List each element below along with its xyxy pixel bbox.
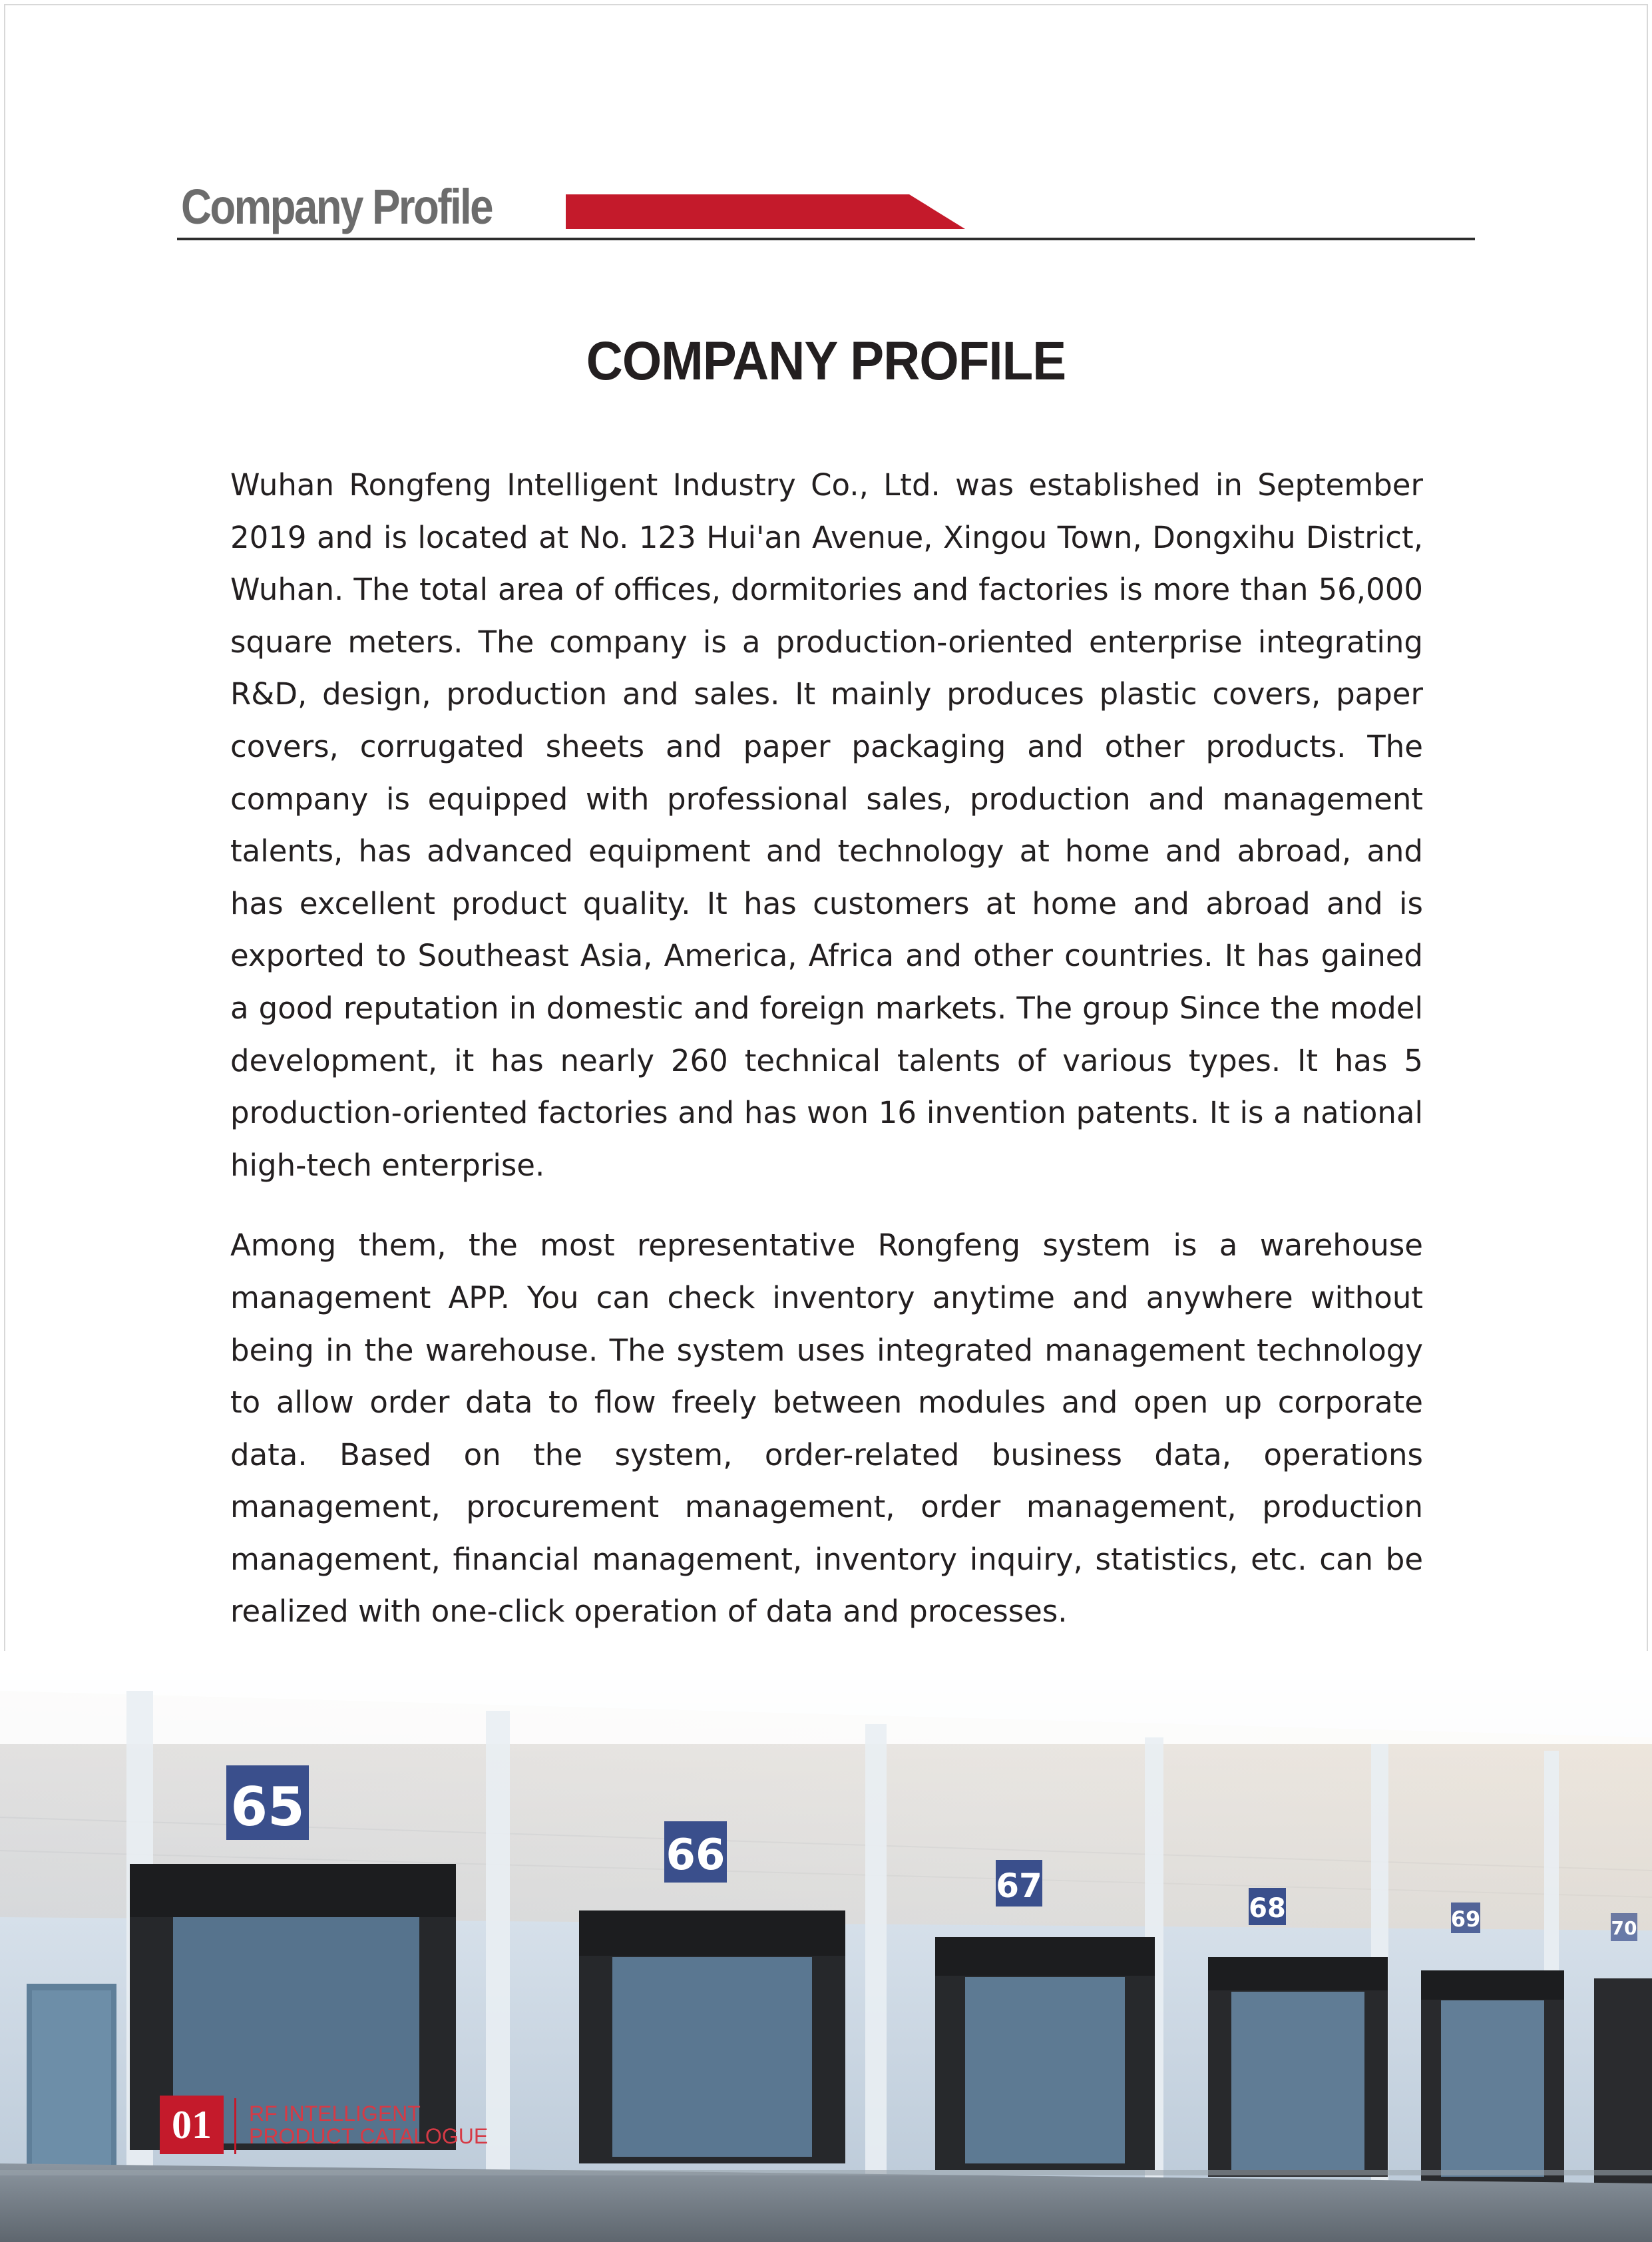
header-accent-bar [566,194,965,229]
paragraph-1: Wuhan Rongfeng Intelligent Industry Co., Ltd. was established in September 2019 and is located at No. 123 Hui'an Avenue, Xingou Town, Dongxihu District, Wuhan. The total area of offices, dormitories and factories is more than 56,000 square meters. The company is a production-oriented enterprise integrating R&D, design, production and sales. It mainly produces plastic covers, paper covers, corrugated sheets and paper packaging and other products. The company is equipped with professional sales, production and management talents, has advanced equipment and technology at home and abroad, and has excellent product quality. It has customers at home and abroad and is exported to Southeast Asia, America, Africa and other countries. It has gained a good reputation in domestic and foreign markets. The group Since the model development, it has nearly 260 technical talents of various types. It has 5 production-oriented factories and has won 16 invention patents. It is a national high-tech enterprise. [230,467,1423,1183]
footer-line-2: PRODUCT CATALOGUE [249,2124,489,2148]
page-title: COMPANY PROFILE [586,331,1066,391]
dock-number-69: 69 [1450,1906,1481,1932]
dock-number-67: 67 [996,1867,1042,1905]
section-label: Company Profile [181,179,492,234]
dock-number-68: 68 [1249,1893,1286,1924]
warehouse-loading-dock-photo [0,1651,1652,2242]
dock-number-66: 66 [666,1831,725,1880]
dock-number-70: 70 [1611,1917,1637,1939]
footer-divider [234,2098,236,2154]
body-text [230,459,1423,1666]
footer-catalogue-label [249,2102,488,2147]
header-divider [177,238,1475,240]
page-number: 01 [160,2096,224,2154]
footer-line-1: RF INTELLIGENT [249,2102,421,2126]
paragraph-2: Among them, the most representative Rongfeng system is a warehouse management APP. You can check inventory anytime and anywhere without being in the warehouse. The system uses integrated management technology to allow order data to flow freely between modules and open up corporate data. Based on the system, order-related business data, operations management, procurement management, order management, production management, financial management, inventory inquiry, statistics, etc. can be realized with one-click operation of data and processes. [230,1228,1423,1630]
dock-number-65: 65 [230,1776,305,1838]
